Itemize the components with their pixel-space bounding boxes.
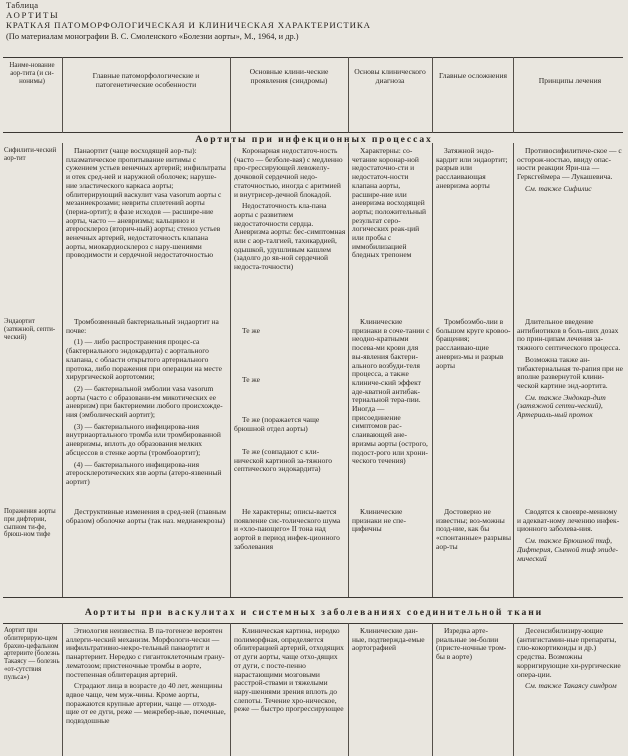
column-header-clinical: Основные клини-ческие проявления (синдромы): [249, 68, 329, 85]
cell-morphology-takayasu: Этиология неизвестна. В па-тогенезе вероятен аллерги-ческий механизм. Морфологи-чески — инфильтративно-некро-тельный панаортит и панартериит. Нередко с гигантоклеточным грану-лематозом; пристеночные тромбы в аорте, постепенная облитерация артерий. Страдают лица в возрасте до 40 лет, женщины вдвое чаще, чем муж-чины. Кроме аорты, поражаются крупные артерии, чаще — отходя-щие от ее дуги, реже — межребер-ные, почечные, подвздошные: [66, 627, 226, 726]
column-header-complications: Главные осложнения: [438, 72, 508, 80]
rule-header-bottom: [3, 132, 623, 133]
row-name-endaortitis: Эндаортит (затяжной, септи-ческий): [4, 318, 56, 341]
cell-diagnosis-endaortitis: Клинические признаки в соче-тании с неодно-кратными посева-ми крови для вы-явления бактери-ального возбуди-теля процесса, а также клиниче-ский эффект аде-кватной антибак-териальной тера-пии. Иногда — присоединение симптомов рас-слаивающей ане-вризмы аорты (острого, подост-рого или хрони-ческого течения): [352, 318, 430, 466]
col-divider: [513, 57, 514, 133]
row-name-takayasu: Аортит при облитерирую-щем брахио-цефальном артериите (болезнь Такаясу — болезнь «от-сутствия пульса»): [4, 627, 60, 681]
col-divider: [432, 57, 433, 133]
cell-clinical-endaortitis: Те же Те же Те же (поражается чаще брюшной отдел аорты) Те же (совпадают с кли-нической картиной за-тяжного септического эндокардита): [234, 326, 333, 474]
cell-clinical-typhoid: Не характерны; описы-вается появление сис-толического шума и «хло-пающего» II тона над аортой в период инфек-ционного заболевания: [234, 508, 341, 551]
rule-top: [3, 57, 623, 58]
col-divider: [348, 57, 349, 133]
cell-complications-typhoid: Достоверно не известны; воз-можны позд-ние, как бы «спонтанные» разрывы аор-ты: [436, 508, 511, 551]
section-title-vasculitis: Аортиты при васкулитах и системных заболеваниях соединительной ткани: [84, 607, 544, 618]
table-subtitle: КРАТКАЯ ПАТОМОРФОЛОГИЧЕСКАЯ И КЛИНИЧЕСКАЯ ХАРАКТЕРИСТИКА: [6, 20, 371, 30]
cell-treatment-typhoid: Сводятся к своевре-менному и адекват-ному лечению инфек-ционного заболева-ния. См. также Брюшной тиф, Дифтерия, Сыпной тиф эпиде-мический: [517, 508, 620, 563]
column-header-morphology: Главные патоморфологические и патогенетические особенности: [92, 72, 200, 89]
col-divider: [432, 623, 433, 756]
col-divider: [432, 143, 433, 597]
cell-complications-takayasu: Изредка арте-риальные эм-болии (присте-ночные тром-бы в аорте): [436, 627, 507, 662]
table-label: Таблица: [6, 0, 39, 10]
col-divider: [230, 143, 231, 597]
col-divider: [513, 143, 514, 597]
col-divider: [62, 143, 63, 597]
cell-diagnosis-takayasu: Клинические дан-ные, подтвержда-емые аортографией: [352, 627, 425, 653]
cell-morphology-syphilitic: Панаортит (чаще восходящей аор-ты): плазматическое пропитывание интимы с сужением устьев венечных артерий; инфильтраты и отек сред-ней и наружной оболочек; наруше-ние эластического каркаса аорты; облитерирующий васкулит vasa vasorum аорты с мезаниекрозами; невриты сплетений аорты (периа-ортит); в фазе исходов — расшире-ние аорты, часто — аневризмы; кальциноз и атеросклероз (вторич-ный) аорты; стеноз устьев венечных артерий, недостаточность клапана аорты, миокардиосклероз с нару-шениями проводимости и сердечной недостаточностью: [66, 147, 226, 260]
col-divider: [62, 57, 63, 133]
table-source: (По материалам монографии В. С. Смоленского «Болезни аорты», М., 1964, и др.): [6, 32, 299, 41]
col-divider: [62, 623, 63, 756]
cell-treatment-syphilitic: Противосифилитиче-ское — с осторож-ностью, ввиду опас-ности реакции Яри-ша — Герксгеймера — Лукашевича. См. также Сифилис: [517, 147, 622, 193]
cell-treatment-endaortitis: Длительное введение антибиотиков в боль-ших дозах по прин-ципам лечения за-тяжного септического процесса. Возможна также ан-тибактериальная те-рапия при не вполне развернутой клини-ческой картине энд-аортита. См. также Эндокар-дит (затяжной септи-ческий), Артериаль-ный проток: [517, 318, 623, 420]
cell-morphology-endaortitis: Тромбозвенный бактериальный эндаортит на почве: (1) — либо распространения процес-са (бактериального эндокардита) с аортального клапана, с области открытого артериального протока, либо поражения при операции на месте хирургической аортотомии; (2) — бактериальной эмболии vasa vasorum аорты (часто с образовани-ем микотических ее аневризм) при бактериемии любого происхожде-ния (эмболический аортит); (3) — бактериального инфицирова-ния внутриаортального тромба или тромбированной аневризмы, вплоть до образования мелких абсцессов в стенке аорты (тромбоаортит); (4) — бактериального инфицирова-ния атеросклеротических язв аорты (атеро-язвенный аортит): [66, 318, 223, 486]
rule-section2-top: [3, 623, 623, 624]
col-divider: [230, 623, 231, 756]
section-title-infectious: Аортиты при инфекционных процессах: [195, 134, 433, 145]
cell-clinical-takayasu: Клиническая картина, нередко полиморфная, определяется облитерацией артерий, отходящих от дуги аорты, чаще отхо-дящих от дуги, с посте-пенно нарастающими мозговыми расстрой-ствами и тяжелыми нару-шениями зрения вплоть до слепоты. Течение хро-ническое, реже — быстро прогрессирующее: [234, 627, 344, 714]
page-title: АОРТИТЫ: [6, 10, 60, 20]
cell-complications-syphilitic: Затяжной эндо-кардит или эндаортит; разрыв или расслаивающая аневризма аорты: [436, 147, 508, 190]
col-divider: [348, 623, 349, 756]
cell-diagnosis-syphilitic: Характерны: со-четание коронар-ной недостаточно-сти и недостаточ-ности клапана аорты, расшире-ние или аневризма восходящей аорты; положительный результат серо-логических реак-ций или пробы с иммобилизацией бледных трепонем: [352, 147, 427, 260]
col-divider: [513, 623, 514, 756]
column-header-name: Наиме-нование аор-тита (и си-нонимы): [9, 62, 55, 85]
row-name-syphilitic: Сифилити-ческий аор-тит: [4, 147, 57, 162]
document-header: [6, 0, 622, 42]
col-divider: [230, 57, 231, 133]
rule-section-end: [3, 597, 623, 598]
cell-complications-endaortitis: Тромбоэмбо-лии в большом круге кровоо-бращения; расслаиваю-щие аневриз-мы и разрыв аорты: [436, 318, 511, 370]
cell-diagnosis-typhoid: Клинические признаки не спе-цифичны: [352, 508, 407, 534]
cell-clinical-syphilitic: Коронарная недостаточ-ность (часто — безболе-вая) с медленно про-грессирующей левожелу-дочковой сердечной недо-статочностью, иногда с аритмией и внутрисер-дечной блокадой. Недостаточность кла-пана аорты с развитием недостаточности сердца. Аневризма аорты: бес-симптомная или с аор-талгией, тахикардией, одышкой, удушливым кашлем (задолго до яв-ной сердечной недоста-точности): [234, 147, 346, 272]
cell-morphology-typhoid: Деструктивные изменения в сред-ней (главным образом) оболочке аорты (так наз. медианекрозы): [66, 508, 226, 525]
column-header-treatment: Принципы лечения: [538, 77, 602, 85]
row-name-typhoid: Поражения аорты при дифтерии, сыпном ти-фе, брюш-ном тифе: [4, 508, 56, 539]
column-header-diagnosis: Основы клинического диагноза: [354, 68, 426, 85]
col-divider: [348, 143, 349, 597]
cell-treatment-takayasu: Десенсибилизиру-ющие (антигистамин-ные препараты, глю-кокортикоиды и др.) средства. Возможны корригирующие хи-рургические опера-ции. См. также Такаясу синдром: [517, 627, 621, 691]
